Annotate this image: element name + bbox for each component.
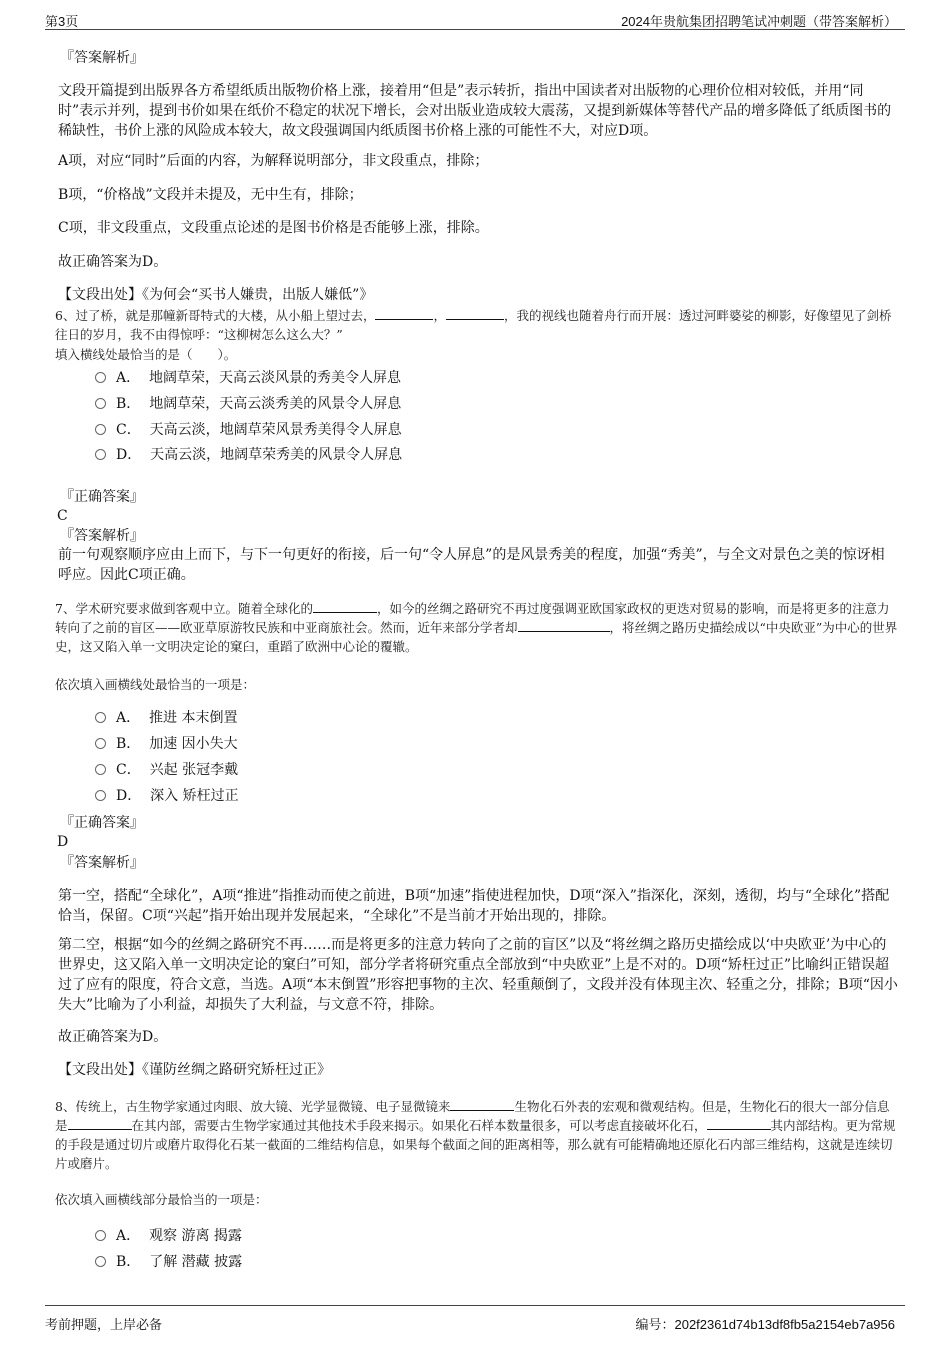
option-text: 了解 潜藏 披露	[149, 1254, 243, 1270]
q7-stem	[55, 599, 900, 656]
q6-option-d[interactable]	[95, 445, 402, 465]
radio-icon[interactable]	[95, 424, 106, 435]
q5-analysis-label: 『答案解析』	[60, 50, 144, 66]
q6-correct-label: 『正确答案』	[60, 489, 144, 505]
q8-prompt: 依次填入画横线部分最恰当的一项是：	[55, 1192, 268, 1207]
q5-option-b-analysis: B项，“价格战”文段并未提及，无中生有，排除；	[58, 187, 363, 203]
q7-option-c[interactable]	[95, 760, 238, 780]
q6-stem-part-2: ，	[433, 308, 446, 323]
option-text: 推进 本末倒置	[149, 710, 238, 726]
document-title: 2024年贵航集团招聘笔试冲刺题（带答案解析）	[621, 14, 897, 29]
option-letter: A．	[116, 1228, 141, 1244]
q7-option-b[interactable]	[95, 734, 238, 754]
q5-source-label: 【文段出处】	[58, 287, 142, 303]
q7-analysis-paragraph-2: 第二空，根据“如今的丝绸之路研究不再……而是将更多的注意力转向了之前的盲区”以及“将丝绸之路历史描绘成以‘中央欧亚’为中心的世界史，这又陷入单一文明决定论的窠臼”可知，部分学者将研究重点全部放到“中央欧亚”上是不对的。D项“矫枉过正”比喻纠正错误超过了应有的限度，符合文意，当选。A项“本末倒置”形容把事物的主次、轻重颠倒了，文段并没有体现主次、轻重之分，排除；B项“因小失大”比喻为了小利益，却损失了大利益，与文意不符，排除。	[58, 937, 898, 1013]
footer-slogan: 考前押题，上岸必备	[45, 1317, 163, 1332]
option-text: 观察 游离 揭露	[149, 1228, 242, 1244]
q6-option-b[interactable]	[95, 394, 401, 414]
document-code: 编号：202f2361d74b13df8fb5a2154eb7a956	[635, 1317, 895, 1332]
option-letter: A．	[116, 710, 141, 726]
q8-option-a[interactable]	[95, 1226, 242, 1246]
q6-option-c[interactable]	[95, 420, 402, 440]
q6-stem	[55, 306, 900, 344]
q7-source-label: 【文段出处】	[58, 1062, 142, 1078]
q6-answer: C	[57, 508, 68, 524]
q8-blank-3	[707, 1116, 771, 1130]
q8-blank-2	[68, 1116, 132, 1130]
q5-source	[58, 285, 898, 305]
q5-conclusion: 故正确答案为D。	[58, 254, 168, 270]
q5-option-c-analysis: C项，非文段重点，文段重点论述的是图书价格是否能够上涨，排除。	[58, 220, 489, 236]
q7-option-a[interactable]	[95, 708, 237, 728]
option-letter: B．	[116, 1254, 141, 1270]
option-text: 天高云淡，地阔草荣秀美的风景令人屏息	[150, 447, 403, 463]
page-header	[45, 9, 905, 30]
page-number: 第3页	[45, 14, 79, 29]
q7-stem-part-1: 7、学术研究要求做到客观中立。随着全球化的	[55, 601, 313, 616]
option-text: 天高云淡，地阔草荣风景秀美得令人屏息	[149, 422, 402, 438]
radio-icon[interactable]	[95, 1230, 106, 1241]
q6-stem-part-1: 6、过了桥，就是那幢新哥特式的大楼，从小船上望过去，	[55, 308, 376, 323]
radio-icon[interactable]	[95, 1256, 106, 1267]
q7-stem-part-3: ，将丝绸之路历史描绘成以“中央欧亚”为中心的世界史，这又陷入单一文明决定论的窠臼，重蹈了欧洲中心论的覆辙。	[55, 620, 898, 654]
q6-blank-2	[446, 306, 504, 320]
radio-icon[interactable]	[95, 738, 106, 749]
q7-blank-1	[313, 599, 377, 613]
option-text: 加速 因小失大	[149, 736, 238, 752]
radio-icon[interactable]	[95, 712, 106, 723]
q7-analysis-label: 『答案解析』	[60, 855, 144, 871]
option-letter: C．	[116, 762, 141, 778]
q6-analysis-label: 『答案解析』	[60, 528, 144, 544]
q7-blank-2	[518, 618, 610, 632]
page-footer	[45, 1305, 905, 1330]
q6-analysis: 前一句观察顺序应由上而下，与下一句更好的衔接，后一句“令人屏息”的是风景秀美的程度，加强“秀美”，与全文对景色之美的惊讶相呼应。因此C项正确。	[58, 547, 885, 583]
q8-option-b[interactable]	[95, 1252, 242, 1272]
radio-icon[interactable]	[95, 764, 106, 775]
option-letter: A．	[116, 370, 141, 386]
radio-icon[interactable]	[95, 790, 106, 801]
radio-icon[interactable]	[95, 449, 106, 460]
q8-stem-part-4: 其内部结构。更为常规的手段是通过切片或磨片取得化石某一截面的二维结构信息，如果每个截面之间的距离相等，那么就有可能精确地还原化石内部三维结构，这就是连续切片或磨片。	[55, 1118, 896, 1171]
radio-icon[interactable]	[95, 372, 106, 383]
option-text: 地阔草荣，天高云淡秀美的风景令人屏息	[149, 396, 402, 412]
q7-correct-label: 『正确答案』	[60, 815, 144, 831]
q7-analysis-paragraph-1: 第一空，搭配“全球化”，A项“推进”指推动而使之前进，B项“加速”指使进程加快，D项“深入”指深化，深刻，透彻，均与“全球化”搭配恰当，保留。C项“兴起”指开始出现并发展起来，“全球化”不是当前才开始出现的，排除。	[58, 888, 890, 924]
option-letter: B．	[116, 736, 141, 752]
q7-source-text: 《谨防丝绸之路研究矫枉过正》	[142, 1062, 331, 1078]
q8-stem-part-2: 生物化石外表的宏观和微观结构。但是，生物化石的很大一部分信息是	[55, 1099, 890, 1133]
option-text: 兴起 张冠李戴	[149, 762, 239, 778]
q5-option-a-analysis: A项，对应“同时”后面的内容，为解释说明部分，非文段重点，排除；	[58, 153, 489, 169]
option-letter: C．	[116, 422, 141, 438]
q7-prompt: 依次填入画横线处最恰当的一项是：	[55, 677, 256, 692]
q5-source-text: 《为何会“买书人嫌贵，出版人嫌低”》	[142, 287, 374, 303]
q6-blank-1	[375, 306, 433, 320]
radio-icon[interactable]	[95, 398, 106, 409]
q7-option-d[interactable]	[95, 786, 239, 806]
q7-answer: D	[57, 834, 69, 850]
option-letter: D．	[116, 788, 142, 804]
q7-conclusion: 故正确答案为D。	[58, 1029, 168, 1045]
option-text: 地阔草荣，天高云淡风景的秀美令人屏息	[149, 370, 402, 386]
option-letter: D．	[116, 447, 142, 463]
option-text: 深入 矫枉过正	[150, 788, 239, 804]
q5-analysis-paragraph: 文段开篇提到出版界各方希望纸质出版物价格上涨，接着用“但是”表示转折，指出中国读者对出版物的心理价位相对较低，并用“同时”表示并列，提到书价如果在纸价不稳定的状况下增长，会对出版业造成较大震荡，又提到新媒体等替代产品的增多降低了纸质图书的稀缺性，书价上涨的风险成本较大，故文段强调国内纸质图书价格上涨的可能性不大，对应D项。	[58, 83, 892, 139]
q6-prompt: 填入横线处最恰当的是（ ）。	[55, 347, 237, 362]
q8-stem-part-3: 在其内部，需要古生物学家通过其他技术手段来揭示。如果化石样本数量很多，可以考虑直接破坏化石，	[131, 1118, 707, 1133]
q7-source	[58, 1060, 898, 1080]
q8-stem	[55, 1097, 900, 1173]
q7-stem-part-2: ，如今的丝绸之路研究不再过度强调亚欧国家政权的更迭对贸易的影响，而是将更多的注意力转向了之前的盲区——欧亚草原游牧民族和中亚商旅社会。然而，近年来部分学者却	[55, 601, 890, 635]
q8-stem-part-1: 8、传统上，古生物学家通过肉眼、放大镜、光学显微镜、电子显微镜来	[55, 1099, 451, 1114]
q8-blank-1	[450, 1097, 514, 1111]
q6-stem-part-3: ，我的视线也随着舟行而开展：透过河畔婆娑的柳影，好像望见了剑桥往日的岁月，我不由得惊呼：“这柳树怎么这么大？”	[55, 308, 892, 342]
q6-option-a[interactable]	[95, 368, 401, 388]
option-letter: B．	[116, 396, 141, 412]
